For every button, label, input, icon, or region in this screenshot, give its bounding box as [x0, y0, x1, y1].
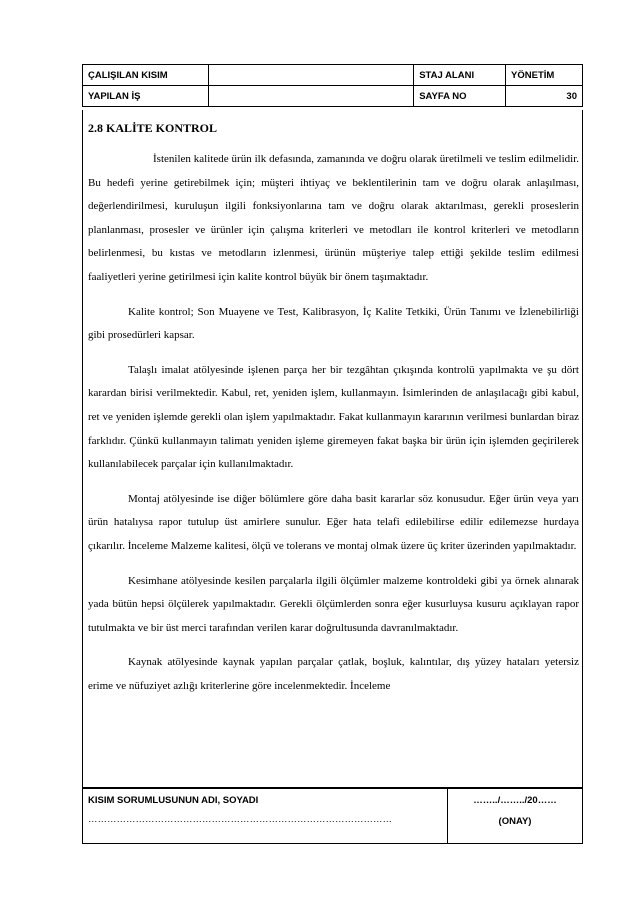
paragraph-1: İstenilen kalitede ürün ilk defasında, zamanında ve doğru olarak üretilmeli ve teslim edilmelidir. Bu hedefi yerine getirebilmek için; müşteri ihtiyaç ve beklentilerinin tam ve doğru olarak anlaşılması, değerlendirilmesi, kuruluşun ilgili fonksiyonlarına tam ve doğru olarak aktarılması, gerekli proseslerin planlanması, prosesler ve ürünler için çalışma kriterleri ve metodları ile kontrol kriterleri ve metodların belirlenmesi, bu kıstas ve metodların izlenmesi, ürünün müşteriye talep ettiği şekilde teslim edilmesi faaliyetleri yerine getirilmesi için kalite kontrol büyük bir önem taşımaktadır. — [88, 153, 579, 283]
paragraph-4: Montaj atölyesinde ise diğer bölümlere göre daha basit kararlar söz konusudur. Eğer ürün veya yarı ürün hatalıysa rapor tutulup üst amirlere sunulur. Eğer hata telafi edilebilirse edilir edilemezse hurdaya çıkarılır. İnceleme Malzeme kalitesi, ölçü ve tolerans ve montaj olmak üzere üç kriter üzerinden yapılmaktadır. — [88, 492, 579, 552]
content-text — [83, 110, 584, 709]
responsible-name-field: …………………………………………………………………………………… — [88, 814, 392, 825]
approval-label: (ONAY) — [498, 816, 532, 827]
approval-cell — [448, 789, 582, 843]
section-title: 2.8 KALİTE KONTROL — [88, 121, 218, 135]
page-label: SAYFA NO — [414, 86, 506, 107]
page-number: 30 — [506, 86, 583, 107]
header-row-2 — [83, 86, 583, 107]
paragraph-5: Kesimhane atölyesinde kesilen parçalarla ilgili ölçümler malzeme kontroldeki gibi ya örnek alınarak yada bütün hepsi ölçülerek yapılmaktadır. Gerekli ölçümlerden sonra eğer kusurluysa kusuru açıklayan rapor tutulmakta ve bir üst merci tarafından verilen karar doğrultusunda davranılmaktadır. — [88, 574, 579, 634]
field-label: STAJ ALANI — [414, 65, 506, 86]
paragraph-3: Talaşlı imalat atölyesinde işlenen parça her bir tezgâhtan çıkışında kontrolü yapılmakta ve şu dört karardan birisi verilmektedir. Kabul, ret, yeniden işlem, kullanmayın. İsimlerinden de anlaşılacağı gibi kabul, ret ve yeniden işlemde gerekli olan işlem yapılmaktadır. Fakat kullanmayın kararının verilmesi bunlardan biraz farklıdır. Çünkü kullanmayın talimatı yeniden işleme giremeyen fakat başka bir ürün için işlemden geçirilerek kullanılabilecek parçalar için kullanılmaktadır. — [88, 363, 579, 471]
paragraph-2: Kalite kontrol; Son Muayene ve Test, Kalibrasyon, İç Kalite Tetkiki, Ürün Tanımı ve İzlenebilirliği gibi prosedürleri kapsar. — [88, 305, 579, 342]
approval-date-field: ……../……../20…… — [473, 795, 557, 806]
responsible-cell — [83, 789, 448, 843]
work-label: YAPILAN İŞ — [83, 86, 209, 107]
work-value — [208, 86, 413, 107]
field-value: YÖNETİM — [506, 65, 583, 86]
department-label: ÇALIŞILAN KISIM — [83, 65, 209, 86]
responsible-label: KISIM SORUMLUSUNUN ADI, SOYADI — [88, 795, 259, 806]
paragraph-6: Kaynak atölyesinde kaynak yapılan parçalar çatlak, boşluk, kalıntılar, dış yüzey hataları yetersiz erime ve nüfuziyet azlığı kriterlerine göre incelenmektedir. İnceleme — [88, 656, 579, 692]
header-table — [82, 64, 583, 107]
department-value — [208, 65, 413, 86]
content-box — [82, 110, 583, 788]
footer-table — [82, 788, 583, 844]
header-row-1 — [83, 65, 583, 86]
